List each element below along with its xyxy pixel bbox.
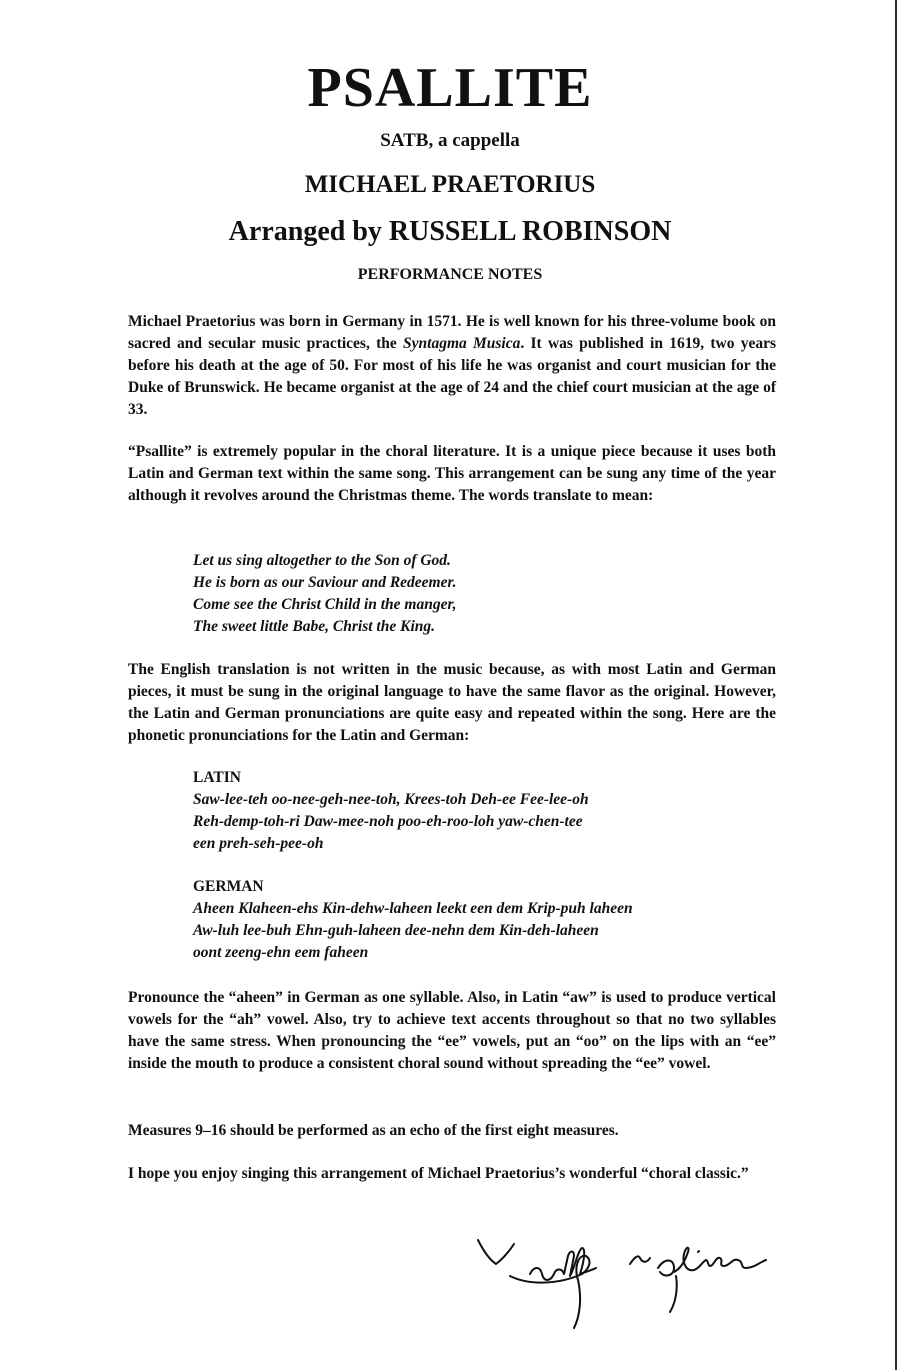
latin-line: Saw-lee-teh oo-nee-geh-nee-toh, Krees-toh Deh-ee Fee-lee-oh bbox=[193, 791, 589, 808]
german-pronunciation-block bbox=[193, 876, 793, 964]
paragraph-closing bbox=[128, 1163, 776, 1185]
latin-line: een preh-seh-pee-oh bbox=[193, 835, 324, 852]
bio-text-start: Michael Praetorius was born in Germany in 1571. He is well known for his three-volume book on sacred and secular music practices, the bbox=[128, 313, 776, 352]
translation-verse bbox=[193, 550, 793, 638]
echo-instruction-text: Measures 9–16 should be performed as an echo of the first eight measures. bbox=[128, 1122, 619, 1139]
latin-label: LATIN bbox=[193, 769, 241, 786]
page-edge-rule bbox=[895, 0, 897, 1370]
translation-line: He is born as our Saviour and Redeemer. bbox=[193, 574, 457, 591]
closing-text: I hope you enjoy singing this arrangement of Michael Praetorius’s wonderful “choral classic.” bbox=[128, 1165, 749, 1182]
pronunciation-intro-text: The English translation is not written in the music because, as with most Latin and German pieces, it must be sung in the original language to have the same flavor as the original. However, the Latin and German pronunciations are quite easy and repeated within the song. Here are the phonetic pronunciations for the Latin and German: bbox=[128, 661, 776, 744]
german-label: GERMAN bbox=[193, 878, 264, 895]
book-title: Syntagma Musica bbox=[403, 335, 521, 352]
song-title: PSALLITE bbox=[307, 57, 593, 119]
paragraph-vowel-advice bbox=[128, 987, 776, 1075]
vowel-advice-text: Pronounce the “aheen” in German as one syllable. Also, in Latin “aw” is used to produce vertical vowels for the “ah” vowel. Also, try to achieve text accents throughout so that no two syllables have the same stress. When pronouncing the “ee” vowels, put an “oo” on the lips with an “ee” inside the mouth to produce a consistent choral sound without spreading the “ee” vowel. bbox=[128, 989, 776, 1072]
composer-name: MICHAEL PRAETORIUS bbox=[304, 171, 596, 198]
german-line: Aheen Klaheen-ehs Kin-dehw-laheen leekt een dem Krip-puh laheen bbox=[193, 900, 633, 917]
german-line: Aw-luh lee-buh Ehn-guh-laheen dee-nehn dem Kin-deh-laheen bbox=[193, 922, 599, 939]
paragraph-biography bbox=[128, 311, 776, 421]
bio-text-end: . It was published in 1619, two years before his death at the age of 50. For most of his life he was organist and court musician for the Duke of Brunswick. He became organist at the age of 24 and the chief court musician at the age of 33. bbox=[128, 335, 777, 418]
arranger-line: Arranged by RUSSELL ROBINSON bbox=[228, 216, 672, 247]
translation-line: The sweet little Babe, Christ the King. bbox=[193, 618, 435, 635]
german-line: oont zeeng-ehn eem faheen bbox=[193, 944, 369, 961]
latin-line: Reh-demp-toh-ri Daw-mee-noh poo-eh-roo-loh yaw-chen-tee bbox=[193, 813, 583, 830]
paragraph-about-piece bbox=[128, 441, 776, 507]
latin-pronunciation-block bbox=[193, 767, 793, 855]
voicing-subtitle: SATB, a cappella bbox=[380, 130, 520, 151]
about-piece-text: “Psallite” is extremely popular in the choral literature. It is a unique piece because it uses both Latin and German text within the same song. This arrangement can be sung any time of the year although it revolves around the Christmas theme. The words translate to mean: bbox=[128, 443, 776, 504]
performance-notes-heading: PERFORMANCE NOTES bbox=[357, 266, 543, 283]
paragraph-echo-instruction bbox=[128, 1120, 776, 1142]
handwritten-signature bbox=[470, 1228, 790, 1338]
paragraph-pronunciation-intro bbox=[128, 659, 776, 747]
translation-line: Come see the Christ Child in the manger, bbox=[193, 596, 457, 613]
translation-line: Let us sing altogether to the Son of God. bbox=[193, 552, 451, 569]
